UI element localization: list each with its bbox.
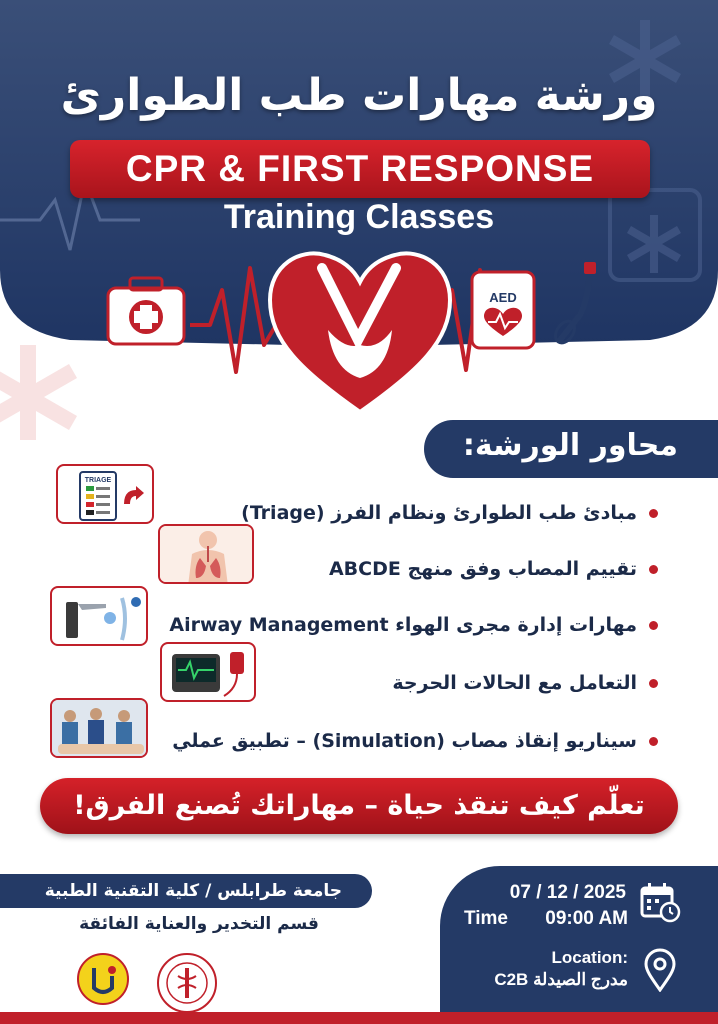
topic-bullet (649, 509, 658, 518)
calendar-icon (638, 880, 682, 924)
institution-banner: جامعة طرابلس / كلية التقنية الطبية (0, 874, 372, 908)
lungs-anatomy-icon (158, 524, 254, 584)
aed-device-icon (472, 272, 534, 348)
event-date: 07 / 12 / 2025 (509, 882, 626, 903)
workshop-title-english: CPR & FIRST RESPONSE (70, 140, 650, 198)
aed-label: AED (489, 290, 517, 305)
heart-hands-icon (270, 253, 450, 412)
topics-heading-banner (424, 420, 718, 478)
hero-illustration (0, 0, 718, 440)
topic-label: التعامل مع الحالات الحرجة (392, 672, 637, 694)
laryngoscope-icon (50, 586, 148, 646)
topics-heading: محاور الورشة: (462, 428, 678, 463)
pink-star-decoration (0, 345, 77, 440)
location-label: Location: (551, 948, 628, 967)
topic-label: مهارات إدارة مجرى الهواء Airway Management (169, 614, 637, 636)
event-time: 09:00 AM (545, 908, 628, 929)
department-name: قسم التخدير والعناية الفائقة (79, 914, 319, 934)
topic-item-critical (392, 672, 658, 694)
topic-item-abcde (329, 558, 658, 580)
location-pin-icon (642, 948, 678, 992)
simulation-photo-icon (50, 698, 148, 758)
triage-tag-icon (56, 464, 154, 524)
event-location: مدرج الصيدلة C2B (494, 970, 628, 989)
topic-item-airway (169, 614, 658, 636)
topic-bullet (649, 621, 658, 630)
topic-label: مبادئ طب الطوارئ ونظام الفرز (Triage) (241, 502, 637, 524)
event-details-box (440, 866, 718, 1016)
university-logo (76, 952, 130, 1006)
topic-item-triage (241, 502, 658, 524)
topic-label: تقييم المصاب وفق منهج ABCDE (328, 558, 637, 580)
topic-bullet (649, 737, 658, 746)
workshop-title-arabic: ورشة مهارات طب الطوارئ (60, 70, 658, 121)
faculty-logo (156, 952, 218, 1014)
workshop-subtitle: Training Classes (223, 198, 495, 236)
topic-bullet (649, 679, 658, 688)
triage-label: TRIAGE (84, 477, 112, 484)
topic-bullet (649, 565, 658, 574)
topic-label: سيناريو إنقاذ مصاب (Simulation) – تطبيق عملي (172, 730, 637, 752)
time-label: Time (464, 908, 509, 929)
patient-monitor-icon (160, 642, 256, 702)
bottom-stripe (0, 1012, 718, 1024)
topic-item-simulation (172, 730, 658, 752)
first-aid-kit-icon (108, 278, 184, 344)
slogan-banner: تعلّم كيف تنقذ حياة – مهاراتك تُصنع الفرق! (40, 778, 678, 834)
airway-tube-icon (552, 262, 596, 346)
